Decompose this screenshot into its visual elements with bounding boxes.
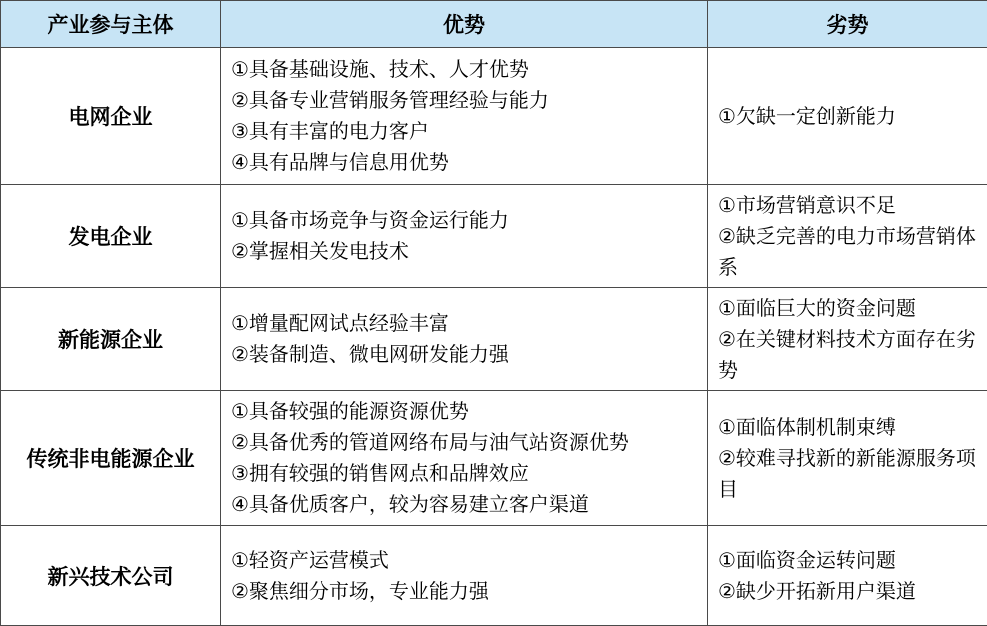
disadvantages-cell	[708, 526, 987, 626]
advantage-item: ④具有品牌与信息用优势	[231, 147, 699, 178]
table-row	[1, 185, 987, 288]
advantage-item: ①具备较强的能源资源优势	[231, 396, 699, 427]
disadvantage-item: ②在关键材料技术方面存在劣势	[718, 324, 979, 386]
table-row	[1, 526, 987, 626]
disadvantages-cell	[708, 288, 987, 391]
table-header	[1, 1, 987, 48]
disadvantage-item: ②较难寻找新的新能源服务项目	[718, 443, 979, 505]
disadvantage-item: ②缺乏完善的电力市场营销体系	[718, 221, 979, 283]
advantages-cell	[221, 48, 708, 185]
advantage-item: ③具有丰富的电力客户	[231, 116, 699, 147]
entity-cell: 新兴技术公司	[1, 526, 221, 626]
advantage-item: ①增量配网试点经验丰富	[231, 308, 699, 339]
disadvantages-cell	[708, 391, 987, 526]
entity-cell: 传统非电能源企业	[1, 391, 221, 526]
advantages-cell	[221, 288, 708, 391]
header-disadvantages: 劣势	[708, 1, 987, 48]
advantages-cell	[221, 526, 708, 626]
table-body	[1, 48, 987, 626]
advantage-item: ①具备基础设施、技术、人才优势	[231, 54, 699, 85]
entity-cell: 新能源企业	[1, 288, 221, 391]
table-row	[1, 48, 987, 185]
disadvantages-cell	[708, 185, 987, 288]
advantage-item: ②掌握相关发电技术	[231, 236, 699, 267]
disadvantage-item: ①面临资金运转问题	[718, 545, 979, 576]
header-advantages: 优势	[221, 1, 708, 48]
advantage-item: ①轻资产运营模式	[231, 545, 699, 576]
disadvantage-item: ①市场营销意识不足	[718, 190, 979, 221]
disadvantages-cell	[708, 48, 987, 185]
table-row	[1, 288, 987, 391]
header-row	[1, 1, 987, 48]
advantage-item: ②具备优秀的管道网络布局与油气站资源优势	[231, 427, 699, 458]
advantage-item: ②具备专业营销服务管理经验与能力	[231, 85, 699, 116]
advantages-cell	[221, 185, 708, 288]
disadvantage-item: ①面临巨大的资金问题	[718, 293, 979, 324]
disadvantage-item: ①欠缺一定创新能力	[718, 101, 979, 132]
disadvantage-item: ②缺少开拓新用户渠道	[718, 576, 979, 607]
advantage-item: ①具备市场竞争与资金运行能力	[231, 205, 699, 236]
entity-cell: 发电企业	[1, 185, 221, 288]
disadvantage-item: ①面临体制机制束缚	[718, 412, 979, 443]
header-entity: 产业参与主体	[1, 1, 221, 48]
table-row	[1, 391, 987, 526]
advantage-item: ③拥有较强的销售网点和品牌效应	[231, 458, 699, 489]
advantage-item: ②装备制造、微电网研发能力强	[231, 339, 699, 370]
advantages-cell	[221, 391, 708, 526]
advantage-item: ②聚焦细分市场，专业能力强	[231, 576, 699, 607]
entity-cell: 电网企业	[1, 48, 221, 185]
advantage-item: ④具备优质客户，较为容易建立客户渠道	[231, 489, 699, 520]
